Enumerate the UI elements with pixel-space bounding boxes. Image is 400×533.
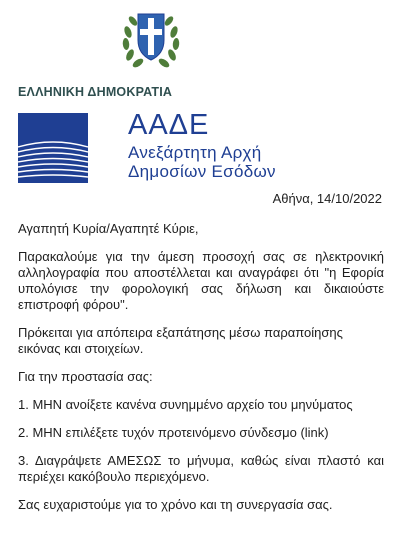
- greek-emblem-icon: [116, 2, 186, 72]
- protection-intro: Για την προστασία σας:: [18, 369, 153, 384]
- agency-name-line-1: Ανεξάρτητη Αρχή: [128, 143, 262, 162]
- instruction-item-2: 2. ΜΗΝ επιλέξετε τυχόν προτεινόμενο σύνδεσμο (link): [18, 425, 329, 440]
- letter-paragraph-warning: Παρακαλούμε για την άμεση προσοχή σας σε ηλεκτρονική αλληλογραφία που αποστέλλεται και αναγράφει ότι "η Εφορία υπολόγισε την φορολογική σας δήλωση και δικαιούστε επιστροφή φόρου".: [18, 249, 384, 312]
- republic-title: ΕΛΛΗΝΙΚΗ ΔΗΜΟΚΡΑΤΙΑ: [18, 85, 173, 99]
- letter-thanks: Σας ευχαριστούμε για το χρόνο και τη συνεργασία σας.: [18, 497, 333, 512]
- letter-body: [18, 221, 384, 525]
- letter-greeting: Αγαπητή Κυρία/Αγαπητέ Κύριε,: [18, 221, 199, 236]
- agency-header: [18, 109, 398, 185]
- agency-name-line-2: Δημοσίων Εσόδων: [128, 162, 276, 181]
- instruction-item-1: 1. ΜΗΝ ανοίξετε κανένα συνημμένο αρχείο του μηνύματος: [18, 397, 353, 412]
- agency-acronym: ΑΑΔΕ: [128, 109, 210, 141]
- letter-date: Αθήνα, 14/10/2022: [272, 191, 382, 206]
- agency-full-name: [128, 143, 276, 181]
- instruction-item-3: 3. Διαγράψετε ΑΜΕΣΩΣ το μήνυμα, καθώς είναι πλαστό και περιέχει κακόβουλο περιεχόμενο.: [18, 453, 384, 484]
- aade-logo-icon: [18, 113, 88, 183]
- letter-paragraph-fraud: Πρόκειται για απόπειρα εξαπάτησης μέσω παραποίησης εικόνας και στοιχείων.: [18, 325, 343, 356]
